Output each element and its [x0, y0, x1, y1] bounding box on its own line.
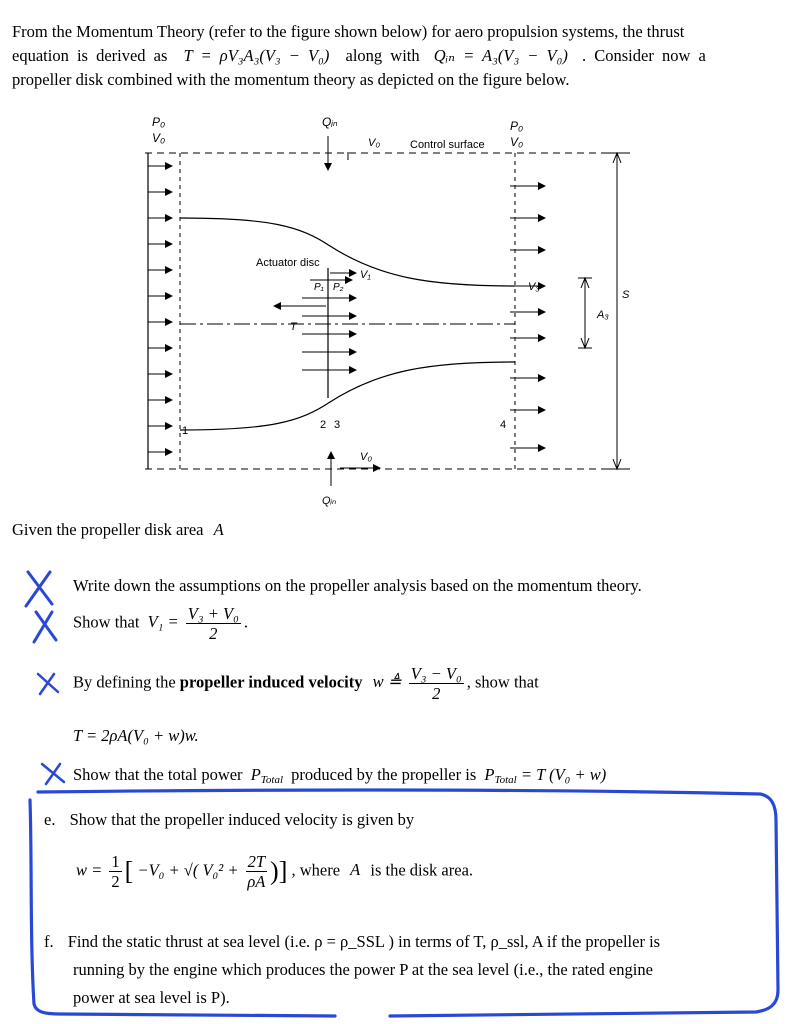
- question-e-half: [109, 852, 121, 891]
- question-f-line-1: [44, 928, 750, 956]
- question-e-label: e.: [44, 810, 56, 829]
- label-t: T: [290, 321, 297, 333]
- question-d-p: P: [484, 765, 495, 784]
- question-e-w: w =: [76, 860, 103, 880]
- cross-mark-d: [42, 764, 64, 784]
- intro-line-2: [12, 44, 794, 68]
- momentum-theory-figure: [0, 108, 806, 508]
- intro-paragraph: [12, 20, 794, 92]
- label-v0-top: V₀: [368, 137, 380, 149]
- question-c: [73, 664, 539, 703]
- cross-mark-c: [38, 674, 58, 694]
- question-d-text1: Show that the total power: [73, 765, 243, 784]
- question-d-ptotal: P: [250, 765, 261, 784]
- label-control-surface: Control surface: [410, 139, 485, 151]
- thrust-equation: T = ρV₃A₃(V₃ − V₀): [183, 46, 330, 65]
- question-f-line-2: running by the engine which produces the power P at the sea level (i.e., the rated engine: [73, 960, 653, 979]
- question-a: Write down the assumptions on the propeller analysis based on the momentum theory.: [73, 576, 642, 595]
- label-v0-bottom: V₀: [360, 451, 372, 463]
- label-station-1: 1: [182, 425, 189, 437]
- question-c-lhs: w ≜: [372, 672, 402, 692]
- inflow-arrows: [148, 153, 172, 469]
- question-e-inner-num: 2T: [247, 852, 266, 871]
- question-b-lhs: V₁ =: [147, 612, 179, 632]
- label-p0-left: P₀: [152, 115, 166, 129]
- question-c-fraction: [409, 664, 464, 703]
- question-d-equation: = T (V₀ + w): [520, 765, 607, 784]
- question-f-line-3: power at sea level is P).: [73, 988, 230, 1007]
- question-d: [73, 763, 606, 792]
- given-line: [12, 518, 224, 542]
- question-e-half-num: 1: [111, 852, 120, 871]
- cross-mark-b: [34, 612, 56, 642]
- intro-line-3: propeller disk combined with the momentum theory as depicted on the figure below.: [12, 70, 570, 89]
- question-c-equation: T = 2ρA(V₀ + w)w.: [73, 726, 199, 745]
- cross-mark-a: [26, 572, 52, 606]
- question-c-numerator: V₃ − V₀: [410, 664, 462, 683]
- streamtube-upper: [180, 218, 515, 286]
- label-a3: A₃: [597, 309, 609, 321]
- question-e-A: A: [350, 860, 361, 880]
- question-c-denominator: 2: [432, 684, 441, 703]
- question-b: Show that V₁ = $\frac{\text{V₃ + V₀}}{2}$ .: [73, 604, 248, 643]
- question-e: [44, 808, 414, 832]
- question-e-rest: is the disk area.: [370, 860, 474, 880]
- question-d-p-sub: Total: [494, 774, 517, 786]
- question-d-text2: produced by the propeller is: [291, 765, 477, 784]
- qin-equation: Qᵢₙ = A₃(V₃ − V₀): [433, 46, 568, 65]
- label-actuator-disc: Actuator disc: [256, 257, 320, 269]
- label-p0-right: P₀: [510, 119, 524, 133]
- streamtube-lower: [180, 362, 515, 430]
- label-p2: P₂: [333, 282, 344, 293]
- given-var: A: [213, 520, 224, 539]
- label-v0-left: V₀: [152, 131, 166, 145]
- question-e-mid: −V₀ + √( V₀² +: [137, 860, 243, 880]
- intro-line-1: From the Momentum Theory (refer to the figure shown below) for aero propulsion systems, the thrust: [12, 22, 685, 41]
- question-e-text: Show that the propeller induced velocity is given by: [69, 810, 415, 829]
- label-qin-top: Qᵢₙ: [322, 115, 338, 129]
- question-e-half-den: 2: [111, 872, 120, 891]
- question-b-text: Show that: [73, 612, 140, 632]
- question-b-fraction: [186, 604, 241, 643]
- label-v0-right: V₀: [510, 135, 524, 149]
- question-f-text1: Find the static thrust at sea level (i.e. ρ = ρ_SSL ) in terms of T, ρ_ssl, A if the propeller is: [67, 932, 661, 951]
- label-v1: V₁: [360, 269, 371, 281]
- label-v3: V₃: [528, 281, 540, 293]
- question-c-bold: propeller induced velocity: [179, 672, 363, 692]
- intro-text-a: equation is derived as: [12, 46, 168, 65]
- question-d-ptotal-sub: Total: [260, 774, 284, 786]
- question-f-label: f.: [44, 932, 54, 951]
- question-c-text2: , show that: [466, 672, 539, 692]
- question-e-equation: w = $\frac{1}{2}$ [ −V₀ + √( V₀² + $\frac{2T}{\rho A}$ )] , where A is the disk area.: [76, 852, 474, 891]
- intro-text-b: along with: [345, 46, 420, 65]
- question-e-where: , where: [291, 860, 341, 880]
- question-f: [44, 928, 750, 1012]
- label-station-2: 2: [320, 419, 327, 431]
- label-s: S: [622, 289, 630, 301]
- intro-text-c: . Consider now a: [582, 46, 706, 65]
- question-e-inner-den: ρA: [247, 872, 266, 891]
- label-p1: P₁: [314, 282, 324, 293]
- label-station-3: 3: [334, 419, 341, 431]
- given-text: Given the propeller disk area: [12, 520, 204, 539]
- question-e-inner: [246, 852, 267, 891]
- question-b-denominator: 2: [209, 624, 218, 643]
- question-c-text1: By defining the: [73, 672, 176, 692]
- label-qin-bottom: Qᵢₙ: [322, 495, 337, 507]
- label-station-4: 4: [500, 419, 507, 431]
- question-b-numerator: V₃ + V₀: [187, 604, 239, 623]
